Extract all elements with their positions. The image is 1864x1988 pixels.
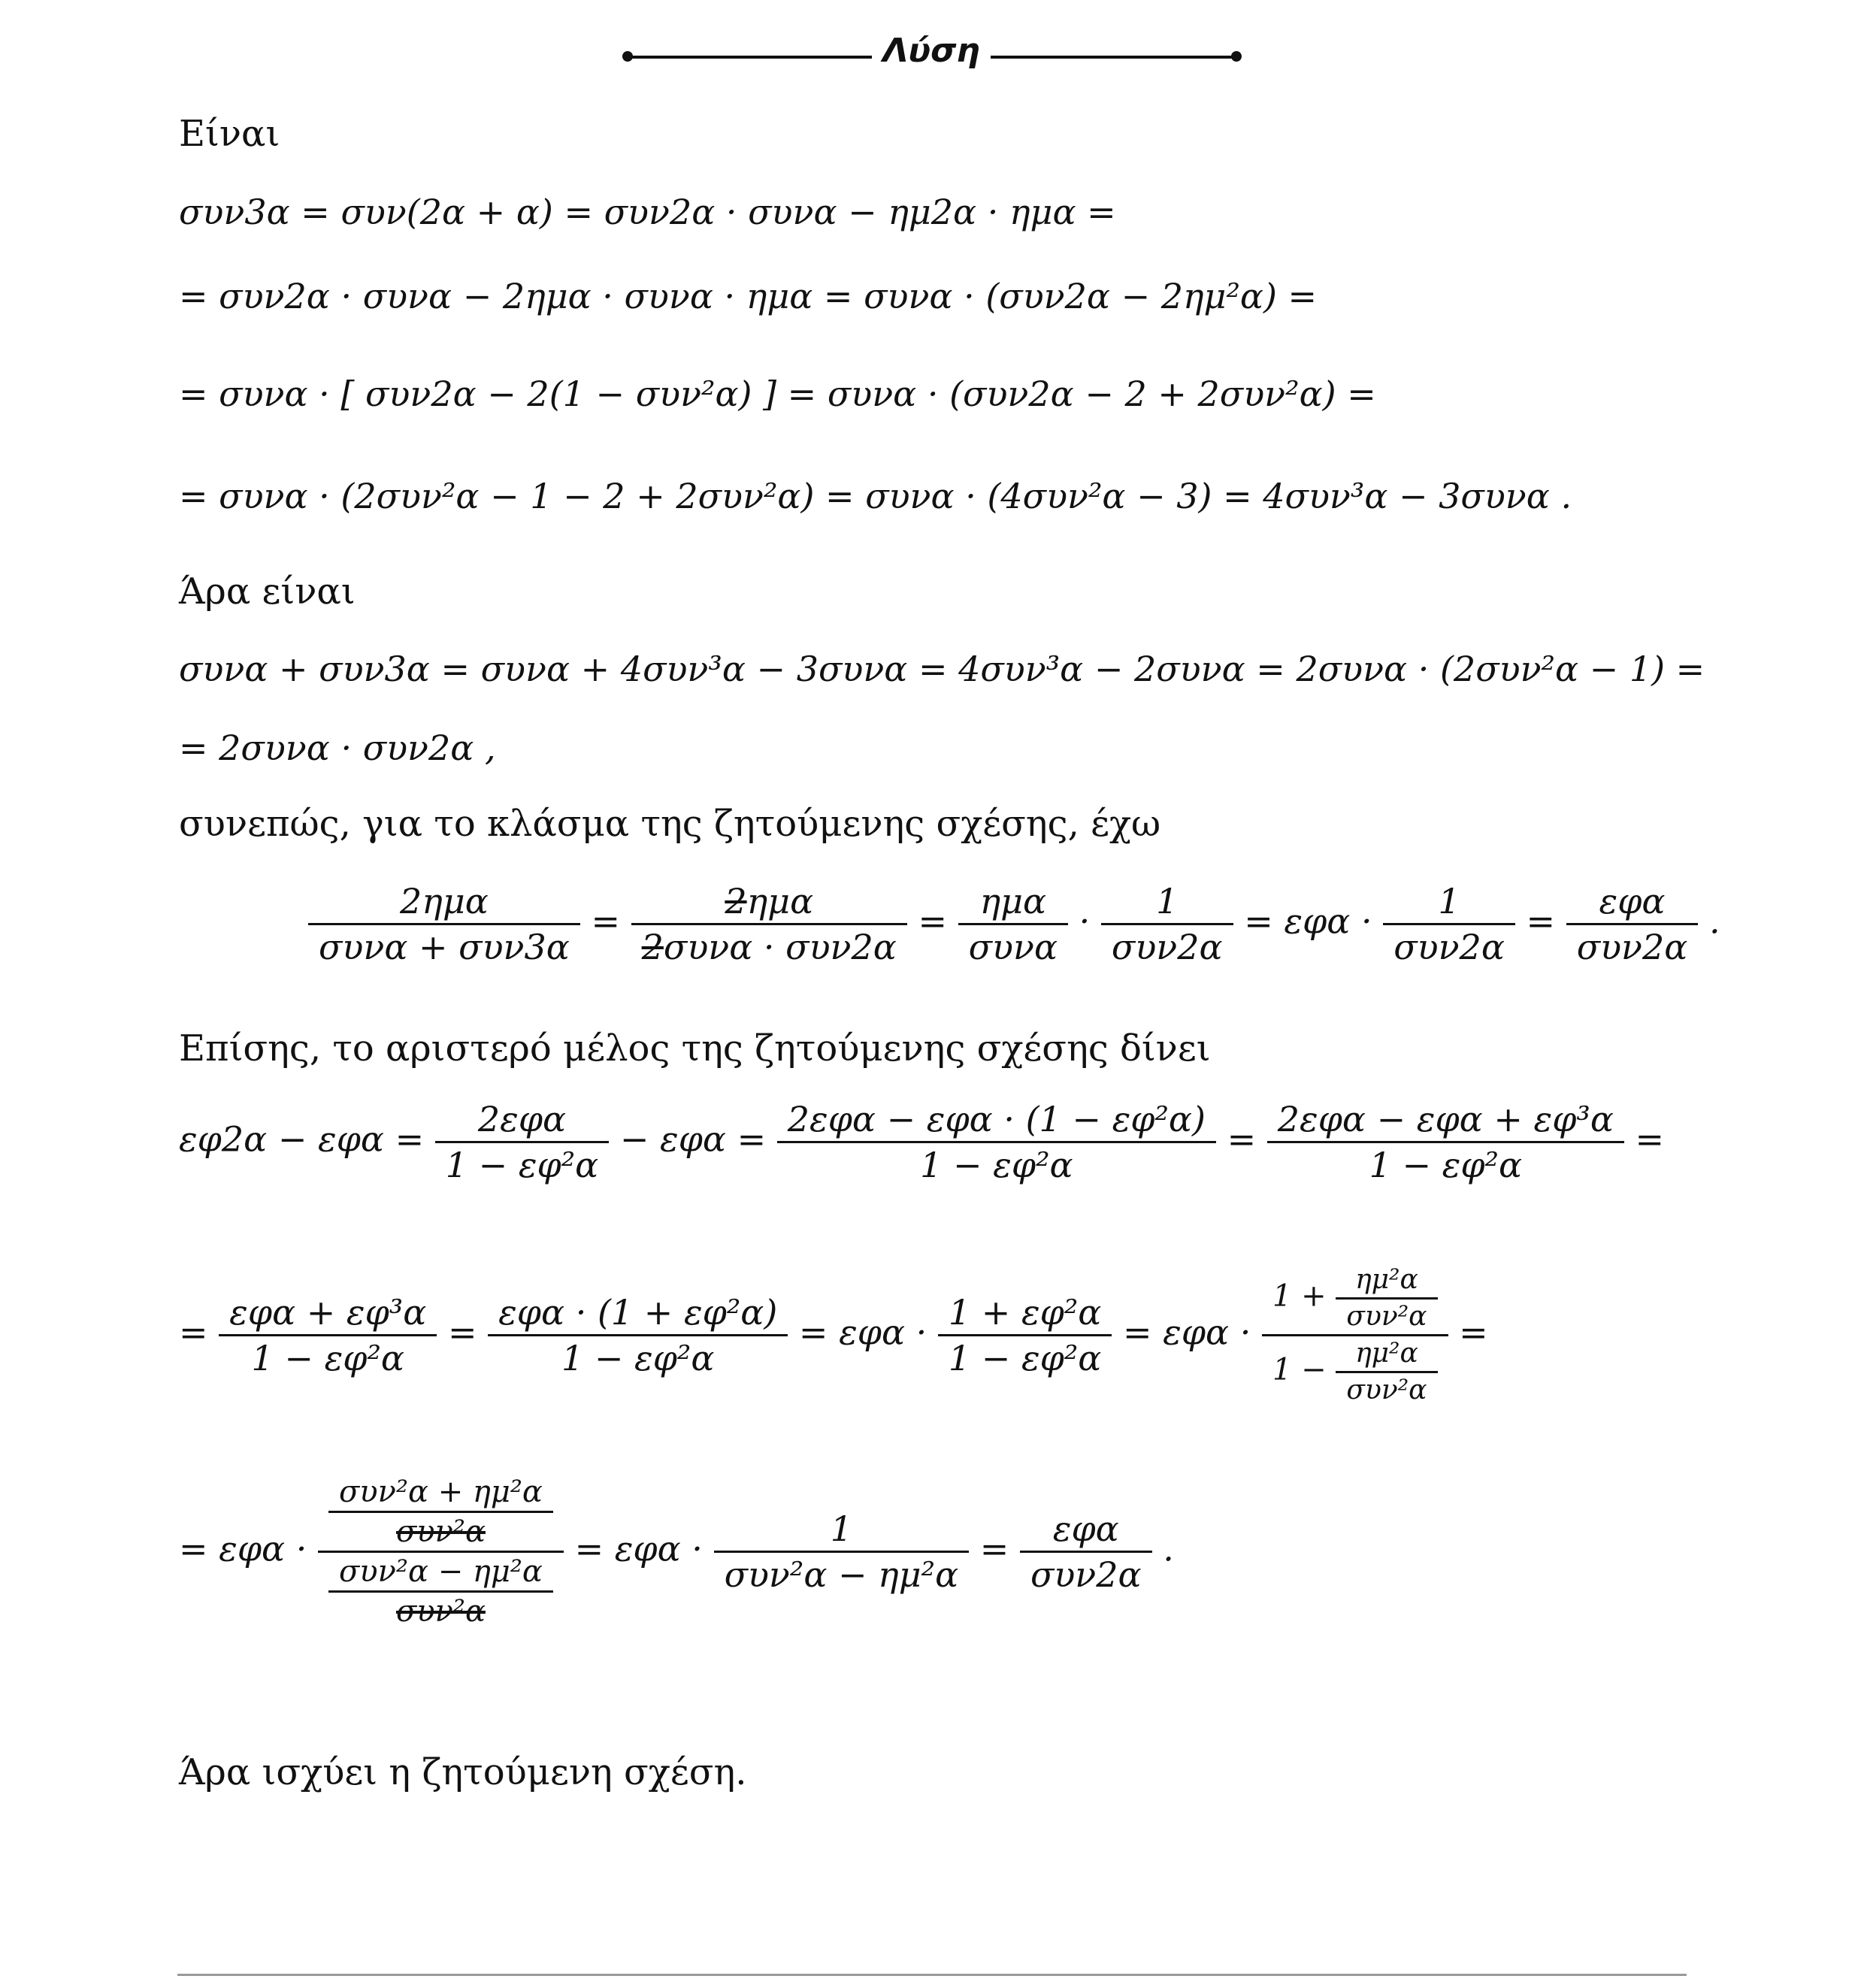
denominator: συν²α <box>395 1594 486 1629</box>
ara-einai-text: Άρα είναι <box>179 570 356 613</box>
conclusion-text: Άρα ισχύει η ζητούμενη σχέση. <box>179 1751 747 1793</box>
fraction <box>435 1097 609 1187</box>
numerator <box>1262 1263 1448 1336</box>
denominator: 1 − εφ²α <box>920 1145 1073 1185</box>
section-title: Λύση <box>882 32 980 70</box>
numerator: 1 <box>1101 879 1233 925</box>
denominator: συν²α − ημ²α <box>724 1554 959 1595</box>
denominator-rest: συνα · συν2α <box>663 927 897 967</box>
denominator: συν²α <box>395 1514 486 1549</box>
equation-line-2: = συν2α · συνα − 2ημα · συνα · ημα = συνα · (συν2α − 2ημ²α) = <box>179 276 1318 316</box>
term: 1 − <box>1272 1352 1327 1387</box>
denominator: συνα <box>968 927 1058 967</box>
fraction <box>488 1291 788 1380</box>
inner-fraction <box>328 1473 553 1551</box>
compound-fraction <box>1262 1263 1448 1408</box>
denominator <box>631 925 907 969</box>
term: − εφα = <box>619 1118 767 1160</box>
denominator: συν²α <box>1346 1301 1427 1332</box>
denominator: συν2α <box>1393 927 1505 967</box>
fraction <box>1383 879 1515 969</box>
numerator <box>318 1473 564 1553</box>
denominator: συν2α <box>1576 927 1688 967</box>
denominator: 1 − εφ²α <box>251 1338 404 1378</box>
intro-text: Είναι <box>179 113 280 155</box>
numerator-rest: ημα <box>746 881 814 921</box>
fraction-equation-2 <box>179 1097 1664 1187</box>
equals-sign: = <box>979 1528 1009 1569</box>
fraction <box>1566 879 1699 969</box>
fraction-equation-1 <box>308 879 1720 969</box>
numerator: εφα + εφ³α <box>219 1291 437 1336</box>
denominator: συν2α <box>1030 1554 1142 1595</box>
period: . <box>1708 900 1720 942</box>
fraction <box>1020 1507 1152 1596</box>
equation-line-1: συν3α = συν(2α + α) = συν2α · συνα − ημ2α · ημα = <box>179 192 1116 232</box>
numerator: ημ²α <box>1336 1336 1437 1373</box>
cancelled-factor: 2 <box>725 881 747 921</box>
fraction <box>308 879 580 969</box>
equals-sign: = <box>1526 900 1556 942</box>
equals-sign: = <box>918 900 948 942</box>
equals-sign: = <box>591 900 621 942</box>
header-rule-right <box>991 56 1235 59</box>
equals-sign: = <box>1227 1118 1257 1160</box>
term: 1 + <box>1272 1278 1327 1314</box>
fraction <box>938 1291 1112 1380</box>
denominator <box>1262 1336 1448 1408</box>
numerator: συν²α − ημ²α <box>328 1553 553 1593</box>
numerator: 2ημα <box>308 879 580 925</box>
numerator: συν²α + ημ²α <box>328 1473 553 1513</box>
header-rule-left <box>628 56 872 59</box>
fraction <box>777 1097 1216 1187</box>
numerator: 2εφα − εφα + εφ³α <box>1267 1097 1624 1143</box>
equals-sign: = <box>447 1312 477 1353</box>
numerator: ημα <box>958 879 1068 925</box>
term: εφα · <box>1284 900 1372 942</box>
numerator <box>631 879 907 925</box>
footer-divider <box>177 1974 1687 1976</box>
equation-line-4: = συνα · (2συν²α − 1 − 2 + 2συν²α) = συνα · (4συν²α − 3) = 4συν³α − 3συνα . <box>179 476 1572 516</box>
numerator: εφα <box>1566 879 1699 925</box>
term: = εφα · <box>574 1528 703 1569</box>
fraction <box>714 1507 970 1596</box>
equals-sign: = <box>1244 900 1273 942</box>
fraction-equation-3 <box>179 1263 1488 1408</box>
denominator: 1 − εφ²α <box>445 1145 599 1185</box>
numerator: εφα · (1 + εφ²α) <box>488 1291 788 1336</box>
term: εφ2α − εφα = <box>179 1118 425 1160</box>
synepos-text: συνεπώς, για το κλάσμα της ζητούμενης σχέσης, έχω <box>179 803 1161 845</box>
equals-sign: = <box>179 1312 208 1353</box>
numerator: εφα <box>1020 1507 1152 1553</box>
equation-line-5: συνα + συν3α = συνα + 4συν³α − 3συνα = 4συν³α − 2συνα = 2συνα · (2συν²α − 1) = <box>179 649 1705 689</box>
episis-text: Επίσης, το αριστερό μέλος της ζητούμενης σχέσης δίνει <box>179 1027 1211 1070</box>
dot-operator: · <box>1079 900 1091 942</box>
numerator: 1 <box>1383 879 1515 925</box>
fraction-cancelled <box>631 879 907 969</box>
numerator: 2εφα − εφα · (1 − εφ²α) <box>777 1097 1216 1143</box>
term: = εφα · <box>179 1528 307 1569</box>
inner-fraction <box>1336 1336 1437 1408</box>
numerator: 1 <box>714 1507 970 1553</box>
denominator: συν²α <box>1346 1375 1427 1406</box>
section-header <box>0 32 1864 77</box>
denominator: συν2α <box>1111 927 1223 967</box>
equals-sign: = <box>1635 1118 1665 1160</box>
header-rule-dot-right <box>1231 51 1242 62</box>
term: = εφα · <box>1123 1312 1251 1353</box>
fraction <box>958 879 1068 969</box>
fraction <box>1101 879 1233 969</box>
numerator: 1 + εφ²α <box>938 1291 1112 1336</box>
equation-line-6: = 2συνα · συν2α , <box>179 728 496 768</box>
inner-fraction <box>328 1553 553 1630</box>
denominator: συνα + συν3α <box>319 927 570 967</box>
denominator <box>318 1553 564 1630</box>
term: = εφα · <box>798 1312 927 1353</box>
fraction <box>219 1291 437 1380</box>
inner-fraction <box>1336 1263 1437 1334</box>
fraction <box>1267 1097 1624 1187</box>
numerator: ημ²α <box>1336 1263 1437 1300</box>
period: . <box>1163 1528 1174 1569</box>
denominator: 1 − εφ²α <box>1369 1145 1523 1185</box>
fraction-equation-4 <box>179 1473 1174 1630</box>
denominator: 1 − εφ²α <box>561 1338 715 1378</box>
equation-line-3: = συνα · [ συν2α − 2(1 − συν²α) ] = συνα · (συν2α − 2 + 2συν²α) = <box>179 374 1376 414</box>
cancelled-factor: 2 <box>641 927 664 967</box>
equals-sign: = <box>1459 1312 1488 1353</box>
numerator: 2εφα <box>435 1097 609 1143</box>
denominator: 1 − εφ²α <box>948 1338 1102 1378</box>
compound-fraction <box>318 1473 564 1630</box>
